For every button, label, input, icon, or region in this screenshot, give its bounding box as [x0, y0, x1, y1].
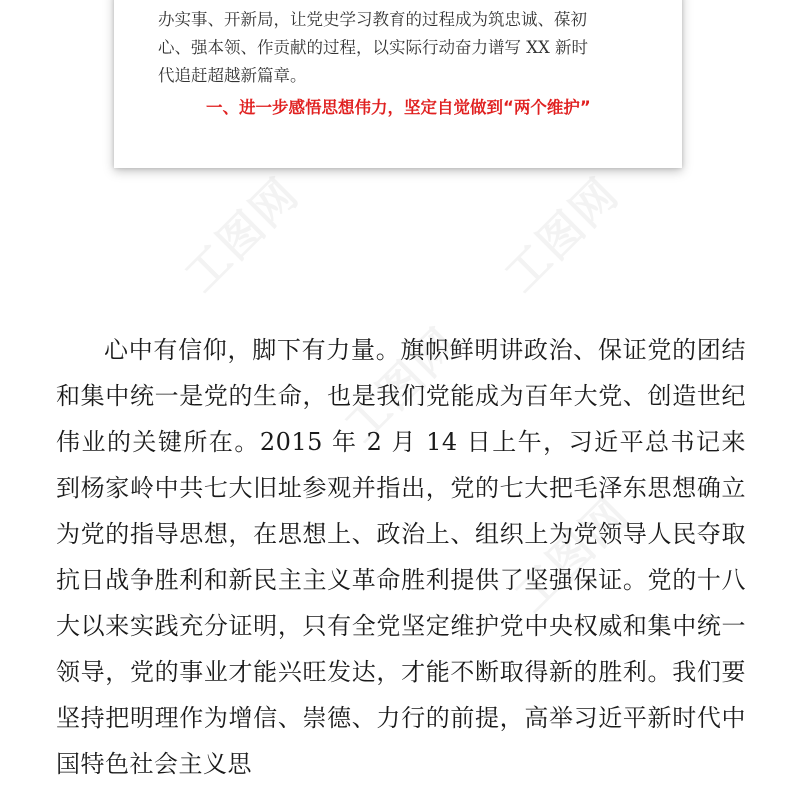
watermark-4: 工图网 — [505, 488, 640, 623]
card-line-1: 办实事、开新局，让党史学习教育的过程成为筑忠诚、葆初 — [158, 10, 587, 29]
watermark-3: 工图网 — [335, 318, 470, 453]
section-heading: 一、进一步感悟思想伟力，坚定自觉做到“两个维护” — [206, 98, 591, 117]
card-text — [158, 6, 648, 90]
summary-card — [114, 0, 682, 168]
card-line-2: 心、强本领、作贡献的过程，以实际行动奋力谱写 XX 新时 — [158, 38, 588, 57]
watermark-2: 工图网 — [495, 168, 630, 303]
body-paragraph: 心中有信仰，脚下有力量。旗帜鲜明讲政治、保证党的团结和集中统一是党的生命，也是我们党能成为百年大党、创造世纪伟业的关键所在。2015 年 2 月 14 日上午，习近平总书记来到杨家岭中共七大旧址参观并指出，党的七大把毛泽东思想确立为党的指导思想，在思想上、政治上、组织上为党领导人民夺取抗日战争胜利和新民主主义革命胜利提供了坚强保证。党的十八大以来实践充分证明，只有全党坚定维护党中央权威和集中统一领导，党的事业才能兴旺发达，才能不断取得新的胜利。我们要坚持把明理作为增信、崇德、力行的前提，高举习近平新时代中国特色社会主义思 — [56, 336, 746, 778]
watermark-1: 工图网 — [175, 168, 310, 303]
card-line-3: 代追赶超越新篇章。 — [158, 66, 307, 85]
